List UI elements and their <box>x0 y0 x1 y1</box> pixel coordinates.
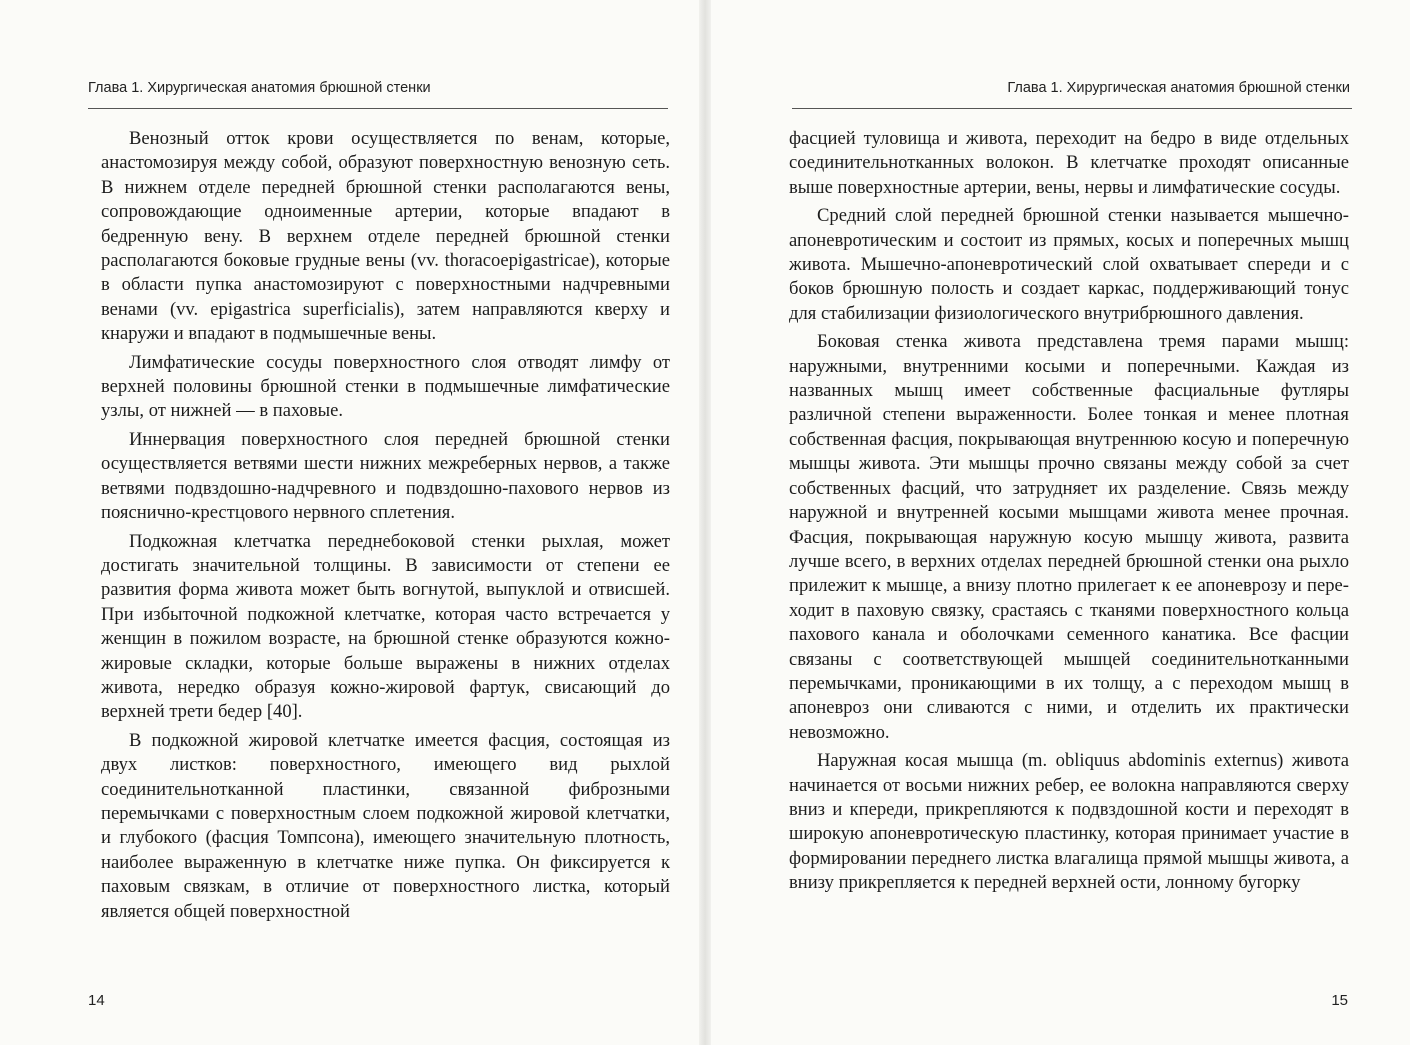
header-rule <box>88 108 668 109</box>
paragraph: Иннервация поверхностного слоя передней брюшной стенки осуществляется ветвями шести нижних межреберных нервов, а также ветвями подвздошно-надчревного и подвздошно-пахового нервов из пояснично-крестцового нервного сплетения. <box>101 428 670 524</box>
body-text <box>789 127 1349 896</box>
right-page <box>710 0 1410 1045</box>
header-rule <box>792 108 1352 109</box>
paragraph-continued: фасцией туловища и живота, переходит на бедро в виде отдельных соединительнотканных волокон. В клетчатке проходят описанные выше поверхностные артерии, вены, нервы и лимфатические сосуды. <box>789 128 1349 198</box>
paragraph: Подкожная клетчатка переднебоковой стенки рыхлая, может достигать значительной толщины. В зависимости от степени ее развития форма живота может быть вогнутой, выпуклой и отвисшей. При избыточной подкожной клетчатке, которая часто встречается у женщин в пожилом возрасте, на брюшной стенке образуются кожно-жировые складки, которые больше выражены в нижних отделах живота, нередко образуя кожно-жировой фартук, свисающий до верхней трети бедер [40]. <box>101 530 670 723</box>
paragraph: Наружная косая мышца (m. obliquus abdominis externus) живота начинается от восьми нижних ребер, ее волокна направляются сверху вниз и кпереди, прикрепляются к подвздошной кости и переходят в широкую апоневротическую пластинку, которая принимает участие в формировании переднего листка влагалища прямой мышцы живота, а внизу прикрепляется к передней верхней ости, лонному бугорку <box>789 750 1349 894</box>
running-head: Глава 1. Хирургическая анатомия брюшной стенки <box>1007 80 1350 96</box>
body-text <box>101 127 670 924</box>
page-number: 14 <box>88 992 105 1009</box>
page-number: 15 <box>1331 992 1348 1009</box>
paragraph: Лимфатические сосуды поверхностного слоя отводят лимфу от верхней половины брюшной стенки в подмышечные лимфатические узлы, от нижней — в паховые. <box>101 351 670 422</box>
left-page <box>0 0 700 1045</box>
paragraph: Средний слой передней брюшной стенки называется мышечно-апоневротическим и состоит из прямых, косых и поперечных мышц живота. Мышечно-апоневротический слой охватывает спереди и с боков брюшную полость и создает каркас, поддерживающий тонус для стабилизации физиологического внутрибрюшного давления. <box>789 205 1349 324</box>
paragraph: Боковая стенка живота представлена тремя парами мышц: наружными, внутренними косыми и поперечными. Каждая из названных мышц имеет собственные фасциальные футляры различной степени выраженности. Более тонкая и менее плотная собственная фасция, покрывающая внутреннюю косую и поперечную мышцы живота. Эти мышцы прочно связаны между собой за счет собственных фасций, что затрудняет их разделение. Связь между наружной и внутренней косыми мышцами живота менее прочная. Фасция, покрывающая наружную косую мышцу живота, развита лучше всего, в верхних отделах передней брюшной стенки она рыхло прилежит к мышце, а внизу плотно прилегает к ее апоневрозу и переходит в паховую связку, срастаясь с тканями поверхностного кольца пахового канала и оболочками семенного канатика. Все фасции связаны с соответствующей мышцей соединительнотканными перемычками, проникающими в их толщу, а с переходом мышц в апоневроз они сливаются с ними, и отделить их практически невозможно. <box>789 331 1349 743</box>
paragraph: В подкожной жировой клетчатке имеется фасция, состоящая из двух листков: поверхностного, имеющего вид рыхлой соединительнотканной пластинки, связанной фиброзными перемычками с поверхностным слоем подкожной жировой клетчатки, и глубокого (фасция Томпсона), имеющего значительную плотность, наиболее выраженную в клетчатке ниже пупка. Он фиксируется к паховым связкам, в отличие от поверхностного листка, который является общей поверхностной <box>101 729 670 922</box>
paragraph: Венозный отток крови осуществляется по венам, которые, анастомозируя между собой, образуют поверхностную венозную сеть. В нижнем отделе передней брюшной стенки располагаются вены, сопровождающие одноименные артерии, которые впадают в бедренную вену. В верхнем отделе передней брюшной стенки располагаются боковые грудные вены (vv. thoracoepigastricae), которые в области пупка анастомозируют с поверхностными надчревными венами (vv. epigastrica superficialis), затем направляются кверху и кнаружи и впадают в подмышечные вены. <box>101 128 670 345</box>
running-head: Глава 1. Хирургическая анатомия брюшной стенки <box>88 80 431 96</box>
